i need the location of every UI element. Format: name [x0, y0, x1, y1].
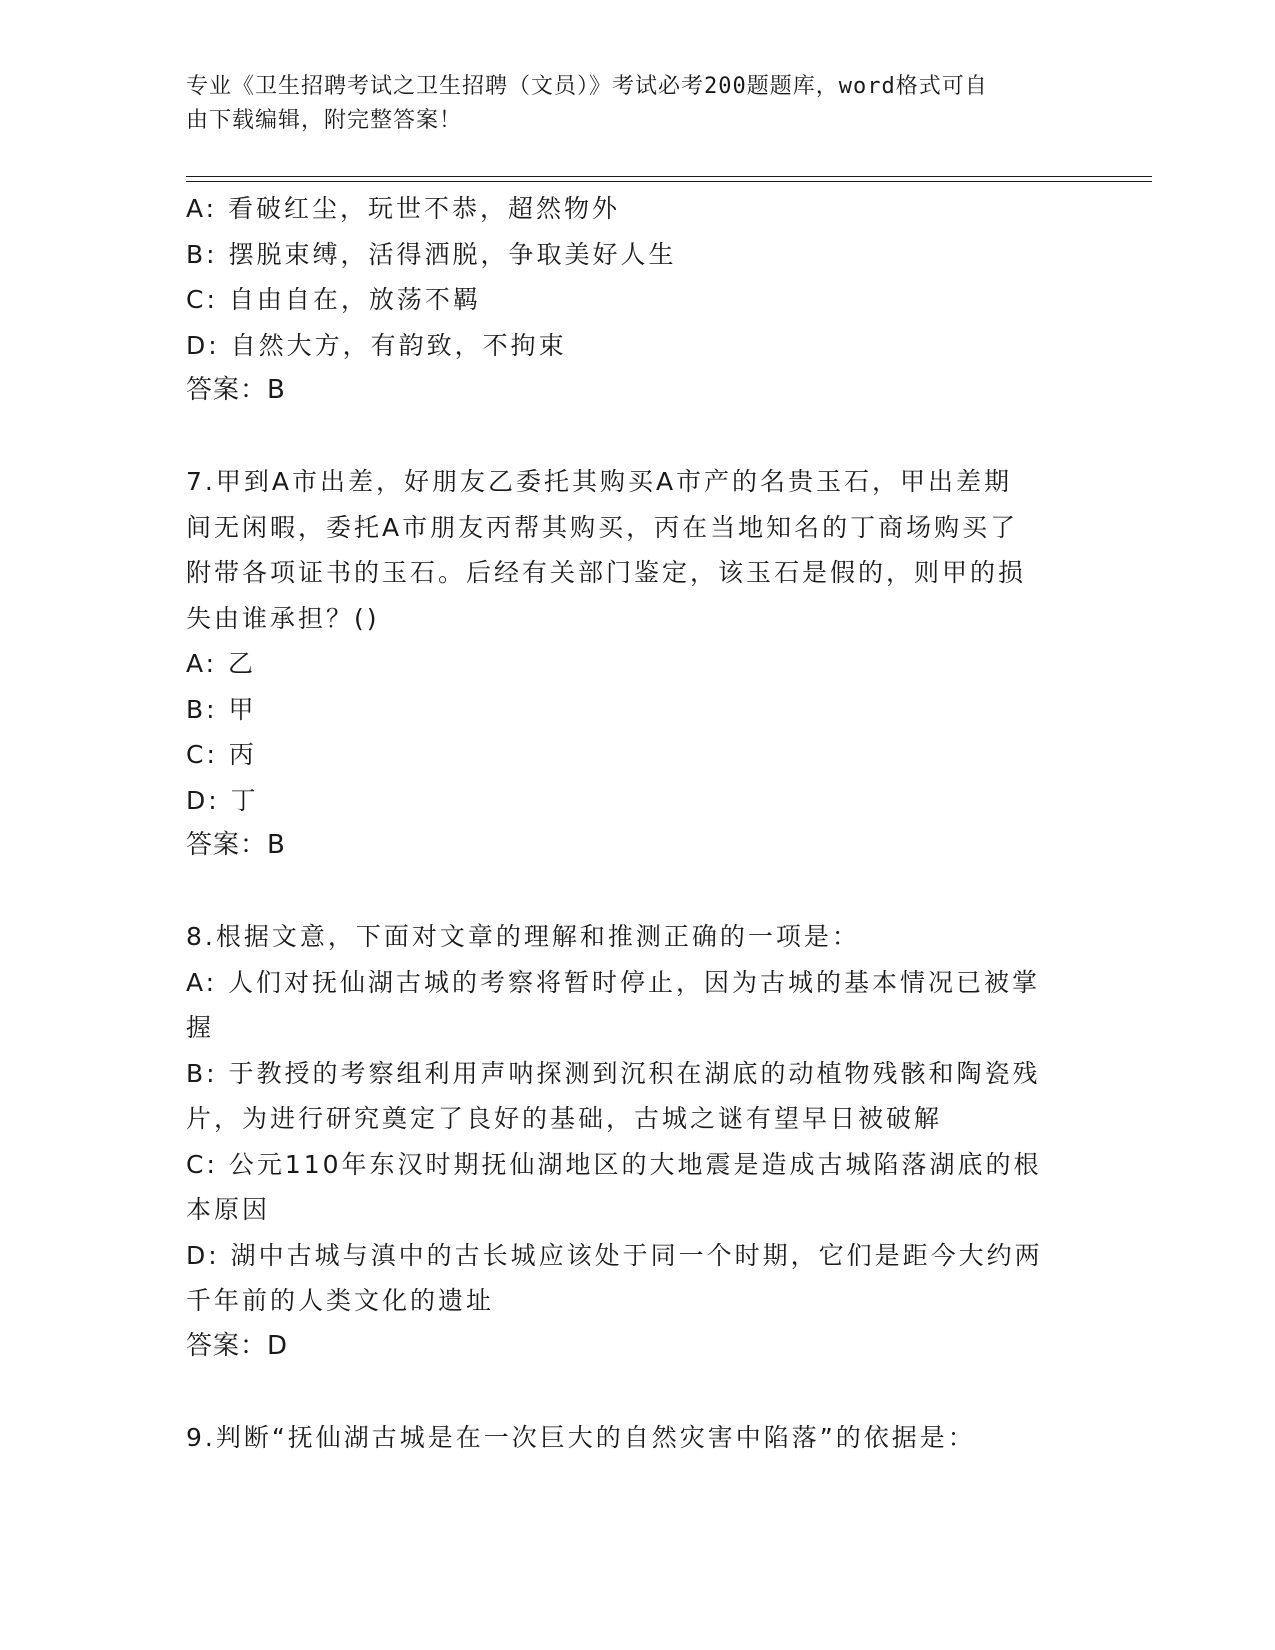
question-9	[186, 1415, 1086, 1461]
answer-line: 答案：B	[186, 375, 286, 405]
question-7-stem-line-2: 间无闲暇，委托A市朋友丙帮其购买，丙在当地知名的丁商场购买了	[186, 512, 1019, 542]
question-7	[186, 459, 1086, 869]
option-d: D: 丁	[186, 785, 259, 815]
spacer	[186, 414, 1086, 460]
header-line-2: 由下载编辑，附完整答案！	[186, 108, 463, 133]
option-a-line-1: A: 人们对抚仙湖古城的考察将暂时停止，因为古城的基本情况已被掌	[186, 967, 1041, 997]
spacer	[186, 1369, 1086, 1415]
option-d: D: 自然大方，有韵致，不拘束	[186, 330, 567, 360]
option-c: C: 自由自在，放荡不羁	[186, 285, 481, 314]
option-a-line-2: 握	[186, 1013, 215, 1042]
option-b: B: 甲	[186, 694, 257, 724]
option-c: C: 丙	[186, 740, 257, 769]
document-header	[186, 70, 1086, 138]
option-b-line-2: 片，为进行研究奠定了良好的基础，古城之谜有望早日被破解	[186, 1104, 943, 1133]
question-7-stem-line-4: 失由谁承担？()	[186, 603, 380, 633]
document-body	[186, 186, 1086, 1460]
question-block-prev	[186, 186, 1086, 414]
option-c-line-2: 本原因	[186, 1195, 271, 1224]
question-7-stem-line-3: 附带各项证书的玉石。后经有关部门鉴定，该玉石是假的，则甲的损	[186, 558, 1027, 587]
answer-line: 答案：D	[186, 1330, 289, 1361]
option-a: A: 看破红尘，玩世不恭，超然物外	[186, 194, 621, 223]
option-c-line-1: C: 公元110年东汉时期抚仙湖地区的大地震是造成古城陷落湖底的根	[186, 1149, 1042, 1179]
header-rule-top	[186, 176, 1152, 177]
question-8-stem: 8.根据文意，下面对文章的理解和推测正确的一项是：	[186, 922, 860, 951]
option-b-line-1: B: 于教授的考察组利用声呐探测到沉积在湖底的动植物残骸和陶瓷残	[186, 1058, 1041, 1088]
question-7-stem-line-1: 7.甲到A市出差，好朋友乙委托其购买A市产的名贵玉石，甲出差期	[186, 467, 1013, 496]
option-d-line-1: D: 湖中古城与滇中的古长城应该处于同一个时期，它们是距今大约两	[186, 1240, 1043, 1270]
spacer	[186, 869, 1086, 915]
question-9-stem: 9.判断“抚仙湖古城是在一次巨大的自然灾害中陷落”的依据是：	[186, 1422, 976, 1452]
question-8	[186, 914, 1086, 1369]
header-line-1: 专业《卫生招聘考试之卫生招聘（文员）》考试必考200题题库，word格式可自	[186, 74, 988, 99]
header-rule-bottom	[186, 181, 1152, 182]
option-a: A: 乙	[186, 649, 257, 678]
option-d-line-2: 千年前的人类文化的遗址	[186, 1286, 495, 1315]
answer-line: 答案：B	[186, 830, 286, 860]
option-b: B: 摆脱束缚，活得洒脱，争取美好人生	[186, 239, 677, 269]
